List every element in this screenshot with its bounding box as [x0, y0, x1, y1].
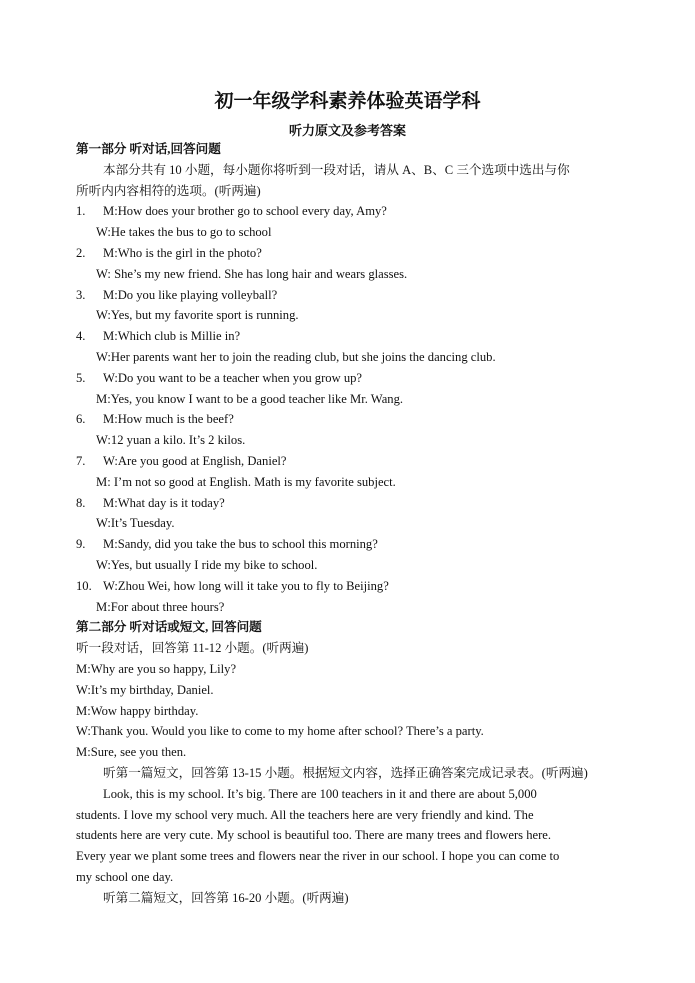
passage1-line: Every year we plant some trees and flowers near the river in our school. I hope you can come to [76, 849, 560, 864]
document-body [76, 139, 621, 908]
dialog-line: W:Thank you. Would you like to come to my home after school? There’s a party. [76, 724, 484, 739]
question-number: 6. [76, 412, 86, 427]
question-text: M:Who is the girl in the photo? [103, 245, 262, 260]
answer-line: W:Yes, but my favorite sport is running. [96, 308, 299, 323]
part1-intro-line1: 本部分共有 10 小题，每小题你将听到一段对话，请从 A、B、C 三个选项中选出与你 [103, 162, 570, 177]
answer-line: W:Her parents want her to join the reading club, but she joins the dancing club. [96, 349, 496, 364]
question-text: W:Are you good at English, Daniel? [103, 453, 287, 468]
answer-line: W: She’s my new friend. She has long hair and wears glasses. [96, 266, 408, 281]
question-line [76, 201, 621, 222]
question-number: 1. [76, 204, 86, 219]
page-title: 初一年级学科素养体验英语学科 [214, 91, 481, 112]
answer-line: M:Yes, you know I want to be a good teacher like Mr. Wang. [96, 391, 404, 406]
question-line [76, 409, 621, 430]
question-line [76, 368, 621, 389]
part1-intro-line2: 所听内内容相符的选项。(听两遍) [76, 183, 261, 198]
question-line [76, 493, 621, 514]
page-subtitle: 听力原文及参考答案 [288, 123, 406, 138]
dialog-line: M:Why are you so happy, Lily? [76, 661, 237, 676]
question-number: 5. [76, 370, 86, 385]
answer-line: W:He takes the bus to go to school [96, 225, 272, 240]
passage2-intro: 听第二篇短文，回答第 16-20 小题。(听两遍) [103, 890, 349, 905]
question-text: M:Sandy, did you take the bus to school this morning? [103, 537, 378, 552]
question-line [76, 576, 621, 597]
answer-line: M: I’m not so good at English. Math is my favorite subject. [96, 474, 396, 489]
part2-heading: 第二部分 听对话或短文, 回答问题 [76, 620, 262, 635]
passage1-line: students here are very cute. My school is beautiful too. There are many trees and flowers here. [76, 828, 552, 843]
question-line [76, 451, 621, 472]
answer-line: M:For about three hours? [96, 599, 225, 614]
question-number: 7. [76, 453, 86, 468]
passage1-intro: 听第一篇短文，回答第 13-15 小题。根据短文内容，选择正确答案完成记录表。(听两遍) [103, 765, 588, 780]
dialog-line: M:Sure, see you then. [76, 745, 187, 760]
answer-line: W:12 yuan a kilo. It’s 2 kilos. [96, 433, 246, 448]
question-text: M:Do you like playing volleyball? [103, 287, 278, 302]
question-text: W:Do you want to be a teacher when you grow up? [103, 370, 363, 385]
question-number: 9. [76, 537, 86, 552]
question-number: 10. [76, 578, 92, 593]
answer-line: W:Yes, but usually I ride my bike to school. [96, 557, 318, 572]
passage1-line: my school one day. [76, 869, 174, 884]
passage1-line: students. I love my school very much. All the teachers here are very friendly and kind. The [76, 807, 534, 822]
part1-heading: 第一部分 听对话,回答问题 [76, 142, 221, 156]
question-text: M:Which club is Millie in? [103, 329, 241, 344]
question-number: 4. [76, 329, 86, 344]
question-number: 8. [76, 495, 86, 510]
dialog-line: M:Wow happy birthday. [76, 703, 199, 718]
question-text: W:Zhou Wei, how long will it take you to fly to Beijing? [103, 578, 389, 593]
passage1-line: Look, this is my school. It’s big. There are 100 teachers in it and there are about 5,000 [103, 786, 537, 801]
answer-line: W:It’s Tuesday. [96, 516, 175, 531]
question-number: 3. [76, 287, 86, 302]
question-text: M:How much is the beef? [103, 412, 234, 427]
dialog-intro: 听一段对话，回答第 11-12 小题。(听两遍) [76, 641, 309, 656]
question-number: 2. [76, 245, 86, 260]
question-line [76, 285, 621, 306]
question-text: M:How does your brother go to school every day, Amy? [103, 204, 387, 219]
question-line [76, 534, 621, 555]
dialog-line: W:It’s my birthday, Daniel. [76, 682, 214, 697]
question-line [76, 243, 621, 264]
question-text: M:What day is it today? [103, 495, 225, 510]
question-line [76, 326, 621, 347]
